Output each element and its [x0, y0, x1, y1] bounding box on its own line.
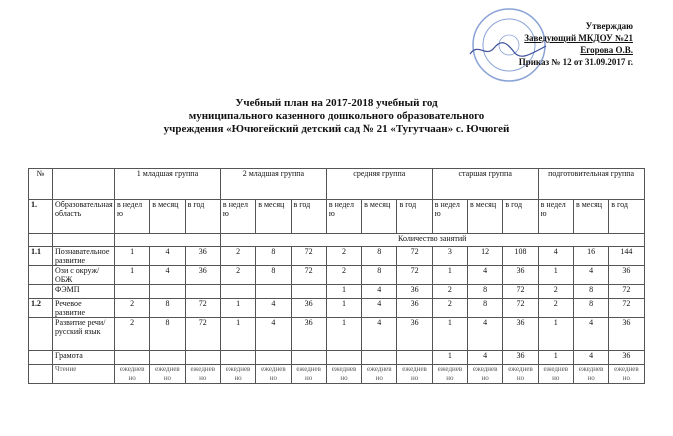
table-cell — [291, 351, 326, 365]
table-cell — [115, 351, 150, 365]
table-cell: 1 — [115, 266, 150, 285]
subheader-idx: 1. — [29, 200, 53, 234]
table-cell: 4 — [538, 247, 573, 266]
count-blank — [53, 234, 115, 247]
table-cell: 36 — [397, 299, 432, 318]
table-cell: 72 — [609, 299, 644, 318]
table-cell: 4 — [573, 351, 608, 365]
row-index — [29, 365, 53, 384]
header-group-4: старшая группа — [432, 169, 538, 200]
table-cell: 1 — [326, 285, 361, 299]
approval-block — [443, 20, 633, 68]
table-cell: 2 — [432, 299, 467, 318]
table-cell: 4 — [468, 351, 503, 365]
period-header: в недел ю — [220, 200, 255, 234]
table-cell: ежеднев но — [326, 365, 361, 384]
table-row — [29, 285, 645, 299]
period-header: в месяц — [468, 200, 503, 234]
approval-line: Утверждаю — [585, 21, 633, 31]
table-cell: 8 — [256, 247, 291, 266]
table-cell: 8 — [362, 266, 397, 285]
table-cell — [150, 285, 185, 299]
row-label: ФЭМП — [53, 285, 115, 299]
table-cell: ежеднев но — [573, 365, 608, 384]
table-cell: 108 — [503, 247, 538, 266]
period-header: в месяц — [362, 200, 397, 234]
count-blank — [29, 234, 53, 247]
table-cell: 3 — [432, 247, 467, 266]
row-label: Ози с окруж/ ОБЖ — [53, 266, 115, 285]
table-cell: ежеднев но — [115, 365, 150, 384]
row-index: 1.2 — [29, 299, 53, 318]
table-cell: 4 — [150, 247, 185, 266]
table-cell: 4 — [256, 318, 291, 351]
table-cell: 1 — [432, 351, 467, 365]
table-cell: ежеднев но — [220, 365, 255, 384]
count-label-row — [29, 234, 645, 247]
table-cell: 1 — [538, 318, 573, 351]
header-group-2: 2 младшая группа — [220, 169, 326, 200]
table-cell: 36 — [609, 318, 644, 351]
table-cell: 72 — [185, 299, 220, 318]
table-cell: ежеднев но — [609, 365, 644, 384]
table-cell: 8 — [362, 247, 397, 266]
table-cell: 36 — [291, 299, 326, 318]
table-cell: 8 — [468, 285, 503, 299]
table-cell: 36 — [397, 318, 432, 351]
table-cell: 2 — [220, 266, 255, 285]
table-subheader-row — [29, 200, 645, 234]
table-row — [29, 365, 645, 384]
title-line-3: учреждения «Ючюгейский детский сад № 21 «Тугутчаан» с. Ючюгей — [163, 123, 510, 135]
table-cell: 4 — [150, 266, 185, 285]
table-cell: 72 — [291, 266, 326, 285]
table-cell: 72 — [609, 285, 644, 299]
header-group-5: подготовительная группа — [538, 169, 644, 200]
row-index: 1.1 — [29, 247, 53, 266]
table-cell: ежеднев но — [362, 365, 397, 384]
table-cell — [220, 285, 255, 299]
row-label: Грамота — [53, 351, 115, 365]
period-header: в недел ю — [115, 200, 150, 234]
row-index — [29, 285, 53, 299]
table-cell — [150, 351, 185, 365]
table-cell: 2 — [115, 299, 150, 318]
period-header: в год — [397, 200, 432, 234]
table-cell: 36 — [397, 285, 432, 299]
table-cell: 1 — [432, 266, 467, 285]
table-row — [29, 351, 645, 365]
approval-order: Приказ № 12 от 31.09.2017 г. — [518, 57, 633, 67]
table-cell: 8 — [573, 285, 608, 299]
table-cell: 72 — [397, 266, 432, 285]
count-blank — [115, 234, 221, 247]
table-cell: ежеднев но — [150, 365, 185, 384]
table-cell — [397, 351, 432, 365]
header-num: № — [29, 169, 53, 200]
table-cell: 36 — [185, 247, 220, 266]
table-cell: 72 — [291, 247, 326, 266]
row-label: Познавательное развитие — [53, 247, 115, 266]
period-header: в месяц — [573, 200, 608, 234]
table-row — [29, 266, 645, 285]
table-cell: 16 — [573, 247, 608, 266]
table-cell: 2 — [538, 299, 573, 318]
table-cell — [291, 285, 326, 299]
period-header: в год — [185, 200, 220, 234]
row-label: Развитие речи/русский язык — [53, 318, 115, 351]
table-cell: ежеднев но — [185, 365, 220, 384]
subheader-area: Образовательная область — [53, 200, 115, 234]
table-cell: 72 — [503, 299, 538, 318]
table-cell: 36 — [185, 266, 220, 285]
table-cell: 8 — [150, 299, 185, 318]
period-header: в месяц — [256, 200, 291, 234]
period-header: в недел ю — [326, 200, 361, 234]
period-header: в месяц — [150, 200, 185, 234]
table-row — [29, 299, 645, 318]
table-cell: 36 — [503, 351, 538, 365]
table-cell: 144 — [609, 247, 644, 266]
table-cell: ежеднев но — [468, 365, 503, 384]
header-area-blank — [53, 169, 115, 200]
table-cell: 72 — [185, 318, 220, 351]
table-cell: 4 — [362, 285, 397, 299]
table-cell — [185, 351, 220, 365]
period-header: в год — [503, 200, 538, 234]
table-cell: 1 — [326, 299, 361, 318]
period-header: в год — [609, 200, 644, 234]
table-cell: 12 — [468, 247, 503, 266]
table-cell: 36 — [291, 318, 326, 351]
table-cell: 4 — [573, 266, 608, 285]
period-header: в год — [291, 200, 326, 234]
table-cell: 1 — [538, 351, 573, 365]
table-cell: 4 — [362, 299, 397, 318]
table-cell — [185, 285, 220, 299]
table-cell: 2 — [220, 247, 255, 266]
table-cell: 1 — [538, 266, 573, 285]
table-cell: 36 — [503, 318, 538, 351]
table-row — [29, 247, 645, 266]
header-group-3: средняя группа — [326, 169, 432, 200]
table-cell: 72 — [503, 285, 538, 299]
table-cell: ежеднев но — [291, 365, 326, 384]
table-header-row — [29, 169, 645, 200]
row-index — [29, 351, 53, 365]
header-group-1: 1 младшая группа — [115, 169, 221, 200]
table-cell: 8 — [573, 299, 608, 318]
count-label: Количество занятий — [220, 234, 644, 247]
table-cell: 2 — [538, 285, 573, 299]
table-cell: 8 — [468, 299, 503, 318]
row-index — [29, 318, 53, 351]
table-cell: 1 — [220, 318, 255, 351]
row-label: Речевое развитие — [53, 299, 115, 318]
table-cell: ежеднев но — [503, 365, 538, 384]
table-cell: ежеднев но — [538, 365, 573, 384]
table-row — [29, 318, 645, 351]
title-line-1: Учебный план на 2017-2018 учебный год — [235, 97, 438, 109]
table-cell — [115, 285, 150, 299]
table-cell: ежеднев но — [397, 365, 432, 384]
table-cell: 72 — [397, 247, 432, 266]
table-cell: ежеднев но — [432, 365, 467, 384]
period-header: в недел ю — [538, 200, 573, 234]
document-title — [0, 97, 673, 136]
table-cell — [220, 351, 255, 365]
table-cell: 1 — [432, 318, 467, 351]
table-cell — [326, 351, 361, 365]
row-label: Чтение — [53, 365, 115, 384]
table-cell: 4 — [362, 318, 397, 351]
table-cell: ежеднев но — [256, 365, 291, 384]
approval-position: Заведующий МКДОУ №21 — [524, 33, 633, 43]
table-cell: 36 — [609, 351, 644, 365]
table-cell: 4 — [468, 266, 503, 285]
table-cell: 8 — [150, 318, 185, 351]
table-cell: 1 — [220, 299, 255, 318]
table-cell: 1 — [115, 247, 150, 266]
table-cell — [256, 351, 291, 365]
table-cell — [362, 351, 397, 365]
curriculum-table — [28, 168, 645, 384]
title-line-2: муниципального казенного дошкольного образовательного — [188, 110, 485, 122]
table-cell — [256, 285, 291, 299]
table-cell: 1 — [326, 318, 361, 351]
table-cell: 4 — [256, 299, 291, 318]
row-index — [29, 266, 53, 285]
approval-name: Егорова О.В. — [580, 45, 633, 55]
table-cell: 36 — [609, 266, 644, 285]
table-cell: 2 — [326, 247, 361, 266]
table-cell: 2 — [115, 318, 150, 351]
table-cell: 36 — [503, 266, 538, 285]
table-cell: 4 — [468, 318, 503, 351]
table-cell: 2 — [432, 285, 467, 299]
table-cell: 4 — [573, 318, 608, 351]
table-cell: 8 — [256, 266, 291, 285]
table-cell: 2 — [326, 266, 361, 285]
period-header: в недел ю — [432, 200, 467, 234]
